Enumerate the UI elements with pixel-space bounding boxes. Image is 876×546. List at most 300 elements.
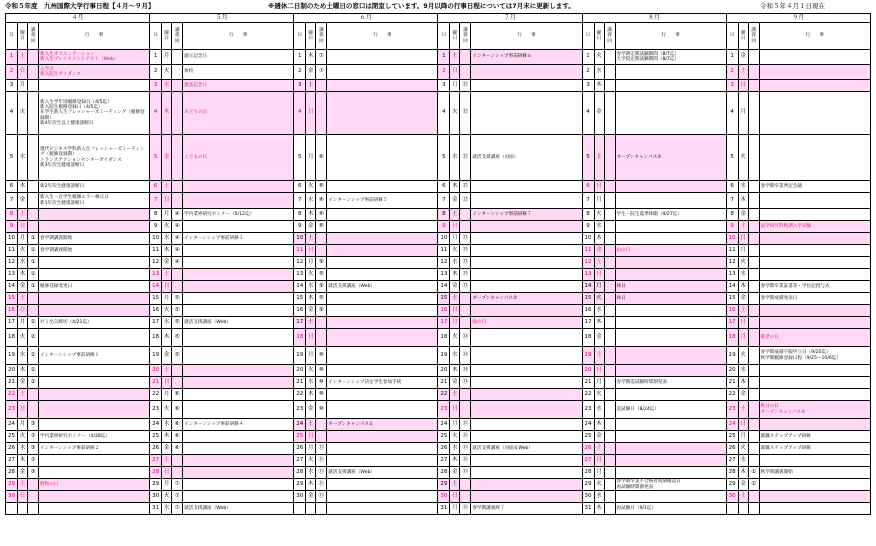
day-cell: 8: [726, 209, 738, 221]
day-cell: 11: [582, 245, 594, 257]
lecture-cell: [748, 329, 759, 347]
event-cell: [183, 347, 294, 365]
lecture-cell: ⑥: [172, 419, 183, 431]
event-cell: [471, 193, 582, 209]
weekday-cell: 月: [594, 377, 604, 389]
lecture-cell: ④: [172, 209, 183, 221]
weekday-cell: 金: [162, 135, 172, 181]
month-header: ８月: [582, 14, 726, 23]
lecture-cell: ①: [28, 245, 39, 257]
day-cell: 16: [6, 305, 18, 317]
lecture-cell: [748, 365, 759, 377]
lecture-cell: ⑦: [316, 50, 327, 65]
weekday-cell: 土: [18, 50, 28, 65]
table-row: [6, 365, 871, 377]
event-cell: 履修登録変更日: [39, 281, 150, 293]
event-cell: [327, 401, 438, 419]
weekday-cell: 木: [738, 377, 748, 389]
lecture-cell: ⑥: [172, 389, 183, 401]
lecture-cell: [604, 92, 615, 135]
column-header-lecture: 講義回: [316, 23, 327, 50]
event-cell: 就職ステップアップ研修: [759, 443, 870, 455]
event-cell: [183, 329, 294, 347]
weekday-cell: 木: [162, 431, 172, 443]
weekday-cell: 水: [738, 365, 748, 377]
weekday-cell: 水: [306, 467, 316, 479]
weekday-cell: 日: [450, 65, 460, 80]
weekday-cell: 水: [594, 305, 604, 317]
month-header: ６月: [294, 14, 438, 23]
event-cell: [615, 443, 726, 455]
table-row: [6, 245, 871, 257]
weekday-cell: 金: [18, 377, 28, 389]
event-cell: [471, 92, 582, 135]
lecture-cell: [604, 257, 615, 269]
day-cell: 29: [726, 479, 738, 491]
lecture-cell: [748, 209, 759, 221]
weekday-cell: 日: [162, 377, 172, 389]
lecture-cell: [604, 329, 615, 347]
weekday-cell: 火: [594, 209, 604, 221]
lecture-cell: [604, 209, 615, 221]
event-cell: [327, 431, 438, 443]
day-cell: 18: [6, 329, 18, 347]
event-cell: 学内業界研究セミナー（4/28迄）: [39, 431, 150, 443]
day-cell: 4: [294, 92, 306, 135]
weekday-cell: 金: [450, 193, 460, 209]
weekday-cell: 土: [450, 50, 460, 65]
weekday-cell: 日: [306, 329, 316, 347]
day-cell: 26: [6, 443, 18, 455]
event-cell: [471, 401, 582, 419]
event-cell: [471, 181, 582, 193]
lecture-cell: ⑤: [172, 347, 183, 365]
weekday-cell: 日: [306, 245, 316, 257]
weekday-cell: 木: [162, 245, 172, 257]
lecture-cell: [316, 503, 327, 515]
lecture-cell: [172, 377, 183, 389]
day-cell: 18: [150, 329, 162, 347]
lecture-cell: [28, 305, 39, 317]
event-cell: [327, 365, 438, 377]
lecture-cell: [748, 503, 759, 515]
lecture-cell: [172, 281, 183, 293]
event-cell: [759, 50, 870, 65]
day-cell: 5: [150, 135, 162, 181]
day-cell: 9: [150, 221, 162, 233]
event-cell: [759, 65, 870, 80]
event-cell: [615, 257, 726, 269]
day-cell: 9: [438, 221, 450, 233]
day-cell: 4: [438, 92, 450, 135]
event-cell: [615, 431, 726, 443]
weekday-cell: 水: [18, 347, 28, 365]
lecture-cell: ⑮: [460, 443, 471, 455]
event-cell: [327, 50, 438, 65]
event-cell: [615, 92, 726, 135]
day-cell: 6: [582, 181, 594, 193]
weekday-cell: 火: [162, 221, 172, 233]
day-cell: 30: [726, 491, 738, 503]
column-header-lecture: 講義回: [172, 23, 183, 50]
weekday-cell: 木: [306, 389, 316, 401]
weekday-cell: 土: [738, 305, 748, 317]
weekday-cell: 水: [594, 221, 604, 233]
event-cell: [615, 221, 726, 233]
weekday-cell: 土: [594, 443, 604, 455]
weekday-cell: 月: [450, 233, 460, 245]
lecture-cell: ⑭: [460, 365, 471, 377]
day-cell: 30: [6, 491, 18, 503]
month-header: ４月: [6, 14, 150, 23]
lecture-cell: [172, 365, 183, 377]
event-cell: 新入生学年別履修登録日（4/5迄） 新入院生履修登録日（4/5迄） 在学生新入生フレッシャーズミーティング（履修登録期） 新4年次生以上健康診断日: [39, 92, 150, 135]
day-cell: 22: [726, 389, 738, 401]
weekday-cell: 火: [18, 431, 28, 443]
day-cell: 27: [582, 455, 594, 467]
day-cell: 23: [294, 401, 306, 419]
event-cell: [183, 257, 294, 269]
day-cell: 24: [726, 419, 738, 431]
weekday-cell: 月: [162, 50, 172, 65]
column-header-weekday: 曜日: [594, 23, 604, 50]
event-cell: 就活支援講座（Web）: [183, 503, 294, 515]
table-row: [6, 317, 871, 329]
lecture-cell: ⑨: [316, 269, 327, 281]
lecture-cell: ①: [748, 479, 759, 491]
event-cell: [471, 389, 582, 401]
event-cell: [471, 281, 582, 293]
day-cell: 4: [726, 92, 738, 135]
weekday-cell: 木: [18, 455, 28, 467]
weekday-cell: 木: [306, 293, 316, 305]
day-cell: 18: [582, 329, 594, 347]
table-row: [6, 181, 871, 193]
event-cell: 就活支援講座（対面）: [471, 135, 582, 181]
event-cell: こどもの日: [183, 135, 294, 181]
day-cell: 24: [6, 419, 18, 431]
lecture-cell: ⑤: [172, 305, 183, 317]
event-cell: [471, 419, 582, 431]
lecture-cell: [748, 181, 759, 193]
lecture-cell: ⑧: [316, 135, 327, 181]
event-cell: 法学研究科秋期入学試験: [759, 221, 870, 233]
event-cell: インターンシップ事前研修６: [471, 50, 582, 65]
day-cell: 3: [294, 80, 306, 92]
weekday-cell: 土: [450, 389, 460, 401]
event-cell: 春学期卒業証書等・学位記授与式: [759, 281, 870, 293]
weekday-cell: 月: [450, 80, 460, 92]
event-cell: [759, 455, 870, 467]
lecture-cell: [748, 65, 759, 80]
event-cell: [471, 257, 582, 269]
weekday-cell: 水: [162, 80, 172, 92]
event-cell: [759, 135, 870, 181]
lecture-cell: [748, 281, 759, 293]
lecture-cell: [460, 389, 471, 401]
day-cell: 20: [726, 365, 738, 377]
table-row: [6, 389, 871, 401]
event-cell: [39, 329, 150, 347]
day-cell: 21: [726, 377, 738, 389]
weekday-cell: [738, 503, 748, 515]
lecture-cell: [460, 479, 471, 491]
day-cell: 22: [294, 389, 306, 401]
event-cell: 春学期成績発表日: [759, 293, 870, 305]
day-cell: 8: [582, 209, 594, 221]
event-cell: ゼミ出欠締切（4/21迄）: [39, 317, 150, 329]
event-cell: 春学期講義開始: [39, 245, 150, 257]
day-cell: 23: [726, 401, 738, 419]
event-cell: [327, 479, 438, 491]
lecture-cell: [172, 269, 183, 281]
lecture-cell: ①: [28, 233, 39, 245]
event-cell: [471, 467, 582, 479]
weekday-cell: [18, 503, 28, 515]
event-cell: [615, 317, 726, 329]
day-cell: 3: [582, 80, 594, 92]
event-cell: [615, 419, 726, 431]
lecture-cell: [316, 245, 327, 257]
day-cell: 23: [150, 401, 162, 419]
weekday-cell: 金: [306, 401, 316, 419]
weekday-cell: 金: [738, 50, 748, 65]
weekday-cell: 水: [738, 455, 748, 467]
day-cell: 10: [294, 233, 306, 245]
day-cell: 12: [150, 257, 162, 269]
day-cell: 18: [438, 329, 450, 347]
lecture-cell: ③: [28, 443, 39, 455]
event-cell: [759, 419, 870, 431]
lecture-cell: [28, 293, 39, 305]
weekday-cell: 金: [450, 377, 460, 389]
lecture-cell: ⑪: [316, 467, 327, 479]
lecture-cell: [604, 305, 615, 317]
day-cell: 24: [438, 419, 450, 431]
event-cell: [183, 193, 294, 209]
column-header-day: 日: [726, 23, 738, 50]
lecture-cell: ④: [172, 257, 183, 269]
weekday-cell: 水: [450, 257, 460, 269]
day-cell: 26: [438, 443, 450, 455]
lecture-cell: [172, 193, 183, 209]
day-cell: 29: [438, 479, 450, 491]
day-cell: 17: [294, 317, 306, 329]
weekday-cell: 金: [594, 431, 604, 443]
lecture-cell: [748, 245, 759, 257]
weekday-cell: 日: [594, 365, 604, 377]
event-cell: [183, 467, 294, 479]
lecture-cell: [604, 65, 615, 80]
weekday-cell: 木: [594, 317, 604, 329]
event-cell: [183, 221, 294, 233]
event-cell: [471, 80, 582, 92]
table-row: [6, 257, 871, 269]
event-cell: [183, 389, 294, 401]
table-row: [6, 503, 871, 515]
event-cell: [471, 347, 582, 365]
event-cell: [327, 389, 438, 401]
table-row: [6, 193, 871, 209]
lecture-cell: [460, 50, 471, 65]
page-header: [0, 0, 876, 13]
event-cell: [39, 269, 150, 281]
column-header-weekday: 曜日: [162, 23, 172, 50]
event-cell: [471, 221, 582, 233]
lecture-cell: [604, 479, 615, 491]
day-cell: 15: [726, 293, 738, 305]
weekday-cell: 金: [162, 347, 172, 365]
event-cell: 創立記念日: [183, 50, 294, 65]
weekday-cell: 水: [18, 135, 28, 181]
lecture-cell: [604, 389, 615, 401]
event-cell: 現代ビジネス学科新入生フレッシャーズミーティング（履修登録期） トランスアクションセンターガイダンス 新3年次生健康診断日: [39, 135, 150, 181]
event-cell: 就活支援講座（Web）: [327, 467, 438, 479]
day-cell: 18: [294, 329, 306, 347]
day-cell: 16: [438, 305, 450, 317]
lecture-cell: ⑧: [316, 221, 327, 233]
lecture-cell: ⑪: [316, 491, 327, 503]
event-cell: 春学期卒業判定会議: [759, 181, 870, 193]
day-cell: 5: [726, 135, 738, 181]
weekday-cell: 金: [594, 329, 604, 347]
event-cell: インターンシップ事前研修５: [327, 193, 438, 209]
weekday-cell: 金: [738, 389, 748, 401]
lecture-cell: ⑫: [460, 181, 471, 193]
event-cell: [759, 209, 870, 221]
event-cell: 再試験日（9/1迄）: [615, 503, 726, 515]
lecture-cell: ⑫: [460, 135, 471, 181]
lecture-cell: ⑦: [172, 479, 183, 491]
day-cell: 9: [582, 221, 594, 233]
lecture-cell: [28, 503, 39, 515]
weekday-cell: 月: [306, 443, 316, 455]
day-cell: 4: [150, 92, 162, 135]
event-cell: [615, 389, 726, 401]
day-cell: 14: [6, 281, 18, 293]
weekday-cell: 土: [450, 479, 460, 491]
lecture-cell: ③: [28, 467, 39, 479]
event-cell: インターンシップ事前研修７: [471, 209, 582, 221]
weekday-cell: 木: [594, 233, 604, 245]
lecture-cell: ⑫: [460, 193, 471, 209]
lecture-cell: [28, 479, 39, 491]
event-cell: [327, 257, 438, 269]
weekday-cell: 日: [594, 455, 604, 467]
table-row: [6, 479, 871, 491]
lecture-cell: [604, 347, 615, 365]
lecture-cell: [748, 257, 759, 269]
event-cell: [183, 365, 294, 377]
event-cell: [327, 269, 438, 281]
event-cell: [327, 455, 438, 467]
weekday-cell: 月: [738, 245, 748, 257]
weekday-cell: 金: [306, 221, 316, 233]
weekday-cell: 火: [162, 401, 172, 419]
event-cell: [39, 221, 150, 233]
day-cell: 14: [726, 281, 738, 293]
month-header: ５月: [150, 14, 294, 23]
weekday-cell: 金: [306, 65, 316, 80]
day-cell: 28: [438, 467, 450, 479]
weekday-cell: 月: [738, 92, 748, 135]
event-cell: [39, 209, 150, 221]
lecture-cell: [172, 467, 183, 479]
event-cell: [615, 193, 726, 209]
event-cell: [471, 431, 582, 443]
weekday-cell: 日: [18, 65, 28, 80]
weekday-cell: 木: [18, 269, 28, 281]
weekday-cell: 金: [162, 257, 172, 269]
weekday-cell: 月: [450, 419, 460, 431]
lecture-cell: ⑪: [316, 479, 327, 491]
event-cell: オープンキャンパス①: [327, 419, 438, 431]
lecture-cell: ⑮: [460, 419, 471, 431]
day-cell: 1: [294, 50, 306, 65]
day-cell: 9: [726, 221, 738, 233]
day-cell: 22: [438, 389, 450, 401]
weekday-cell: 水: [162, 503, 172, 515]
day-cell: 25: [726, 431, 738, 443]
event-cell: [327, 293, 438, 305]
event-cell: [183, 401, 294, 419]
day-cell: 15: [294, 293, 306, 305]
weekday-cell: 日: [162, 467, 172, 479]
day-cell: 9: [6, 221, 18, 233]
event-cell: オープンキャンパス③: [615, 135, 726, 181]
table-row: [6, 377, 871, 389]
lecture-cell: ⑭: [460, 347, 471, 365]
day-cell: 30: [438, 491, 450, 503]
day-cell: 24: [582, 419, 594, 431]
weekday-cell: 火: [738, 443, 748, 455]
table-row: [6, 281, 871, 293]
event-cell: [183, 377, 294, 389]
weekday-cell: 月: [162, 389, 172, 401]
lecture-cell: ⑬: [460, 269, 471, 281]
column-header-events: 行 事: [759, 23, 870, 50]
lecture-cell: [604, 491, 615, 503]
lecture-cell: ②: [28, 317, 39, 329]
event-cell: [327, 491, 438, 503]
weekday-cell: 水: [306, 377, 316, 389]
day-cell: 29: [6, 479, 18, 491]
event-cell: [615, 233, 726, 245]
day-cell: 2: [6, 65, 18, 80]
weekday-cell: 火: [450, 329, 460, 347]
weekday-cell: 日: [162, 281, 172, 293]
weekday-cell: 火: [594, 389, 604, 401]
weekday-cell: 土: [450, 293, 460, 305]
weekday-cell: 木: [738, 281, 748, 293]
event-cell: [759, 269, 870, 281]
column-header-day: 日: [6, 23, 18, 50]
day-cell: 25: [6, 431, 18, 443]
lecture-cell: ①: [28, 281, 39, 293]
table-row: [6, 209, 871, 221]
weekday-cell: 水: [162, 317, 172, 329]
day-cell: 3: [150, 80, 162, 92]
day-cell: 8: [294, 209, 306, 221]
lecture-cell: [172, 92, 183, 135]
day-cell: 19: [582, 347, 594, 365]
weekday-cell: 日: [306, 431, 316, 443]
event-cell: 春学期講義終了: [471, 503, 582, 515]
day-cell: 12: [294, 257, 306, 269]
lecture-cell: ⑮: [460, 467, 471, 479]
lecture-cell: [604, 221, 615, 233]
notice-text: ※週休二日制のため土曜日の窓口は閉室しています。9月以降の行事日程については7月末に更新します。: [268, 2, 575, 10]
